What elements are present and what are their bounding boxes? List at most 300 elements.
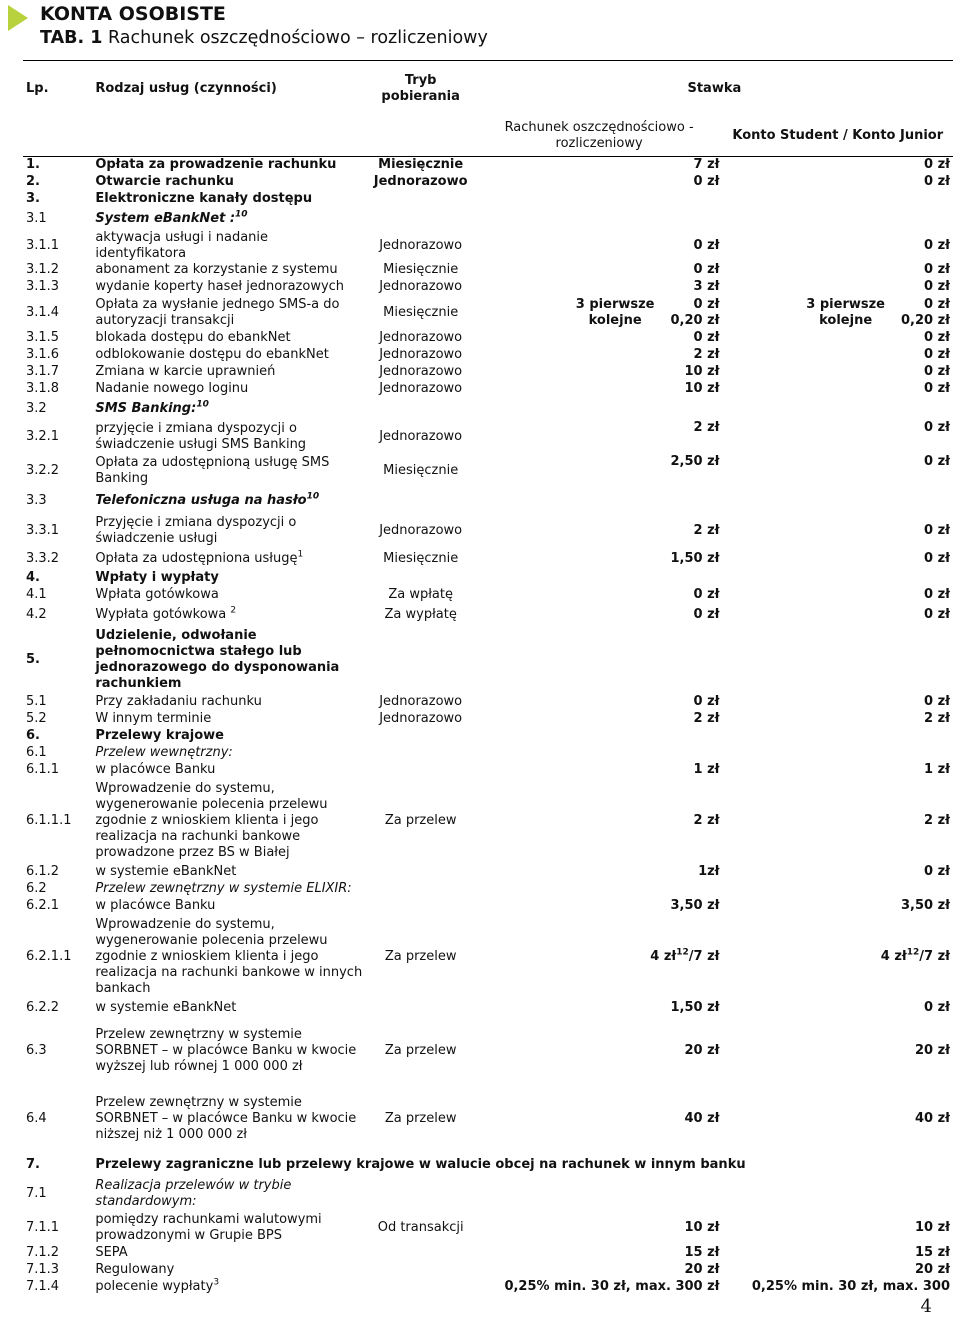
row-s2 <box>723 626 954 694</box>
row-s1-value: 2 zł <box>693 813 720 828</box>
row-s1-split <box>476 296 723 330</box>
row-name-text: w systemie eBankNet <box>95 864 237 879</box>
split-cell <box>726 297 951 329</box>
row-name-text: w placówce Banku <box>95 898 216 913</box>
row-s2-value: 0 zł <box>924 237 950 253</box>
row-name <box>92 381 365 398</box>
table-row <box>23 570 953 587</box>
row-s1-value: 7 zł <box>693 157 720 173</box>
row-s2-split <box>723 296 954 330</box>
row-tryb <box>366 398 476 420</box>
row-s2-value: 0 zł <box>924 347 950 362</box>
row-s2 <box>723 881 954 898</box>
row-name-text: Przelew wewnętrzny: <box>95 745 233 760</box>
row-name-text: Wpłata gotówkowa <box>95 587 219 602</box>
row-lp: 3.3.2 <box>26 550 60 566</box>
row-s2-value: 0 zł <box>924 606 950 622</box>
row-s1 <box>476 1000 723 1017</box>
table-row <box>23 587 953 604</box>
row-tryb <box>366 1279 476 1296</box>
row-s2 <box>723 364 954 381</box>
row-name-text: Realizacja przelewów w trybie standardowym: <box>95 1177 292 1209</box>
row-lp: 2. <box>26 174 40 189</box>
row-s1 <box>476 1017 723 1085</box>
row-tryb: Jednorazowo <box>379 279 463 294</box>
row-tryb <box>366 208 476 230</box>
row-name <box>92 420 365 454</box>
row-tryb <box>366 488 476 514</box>
row-lp: 6.1.1.1 <box>26 813 72 828</box>
row-lp: 4.1 <box>26 587 47 602</box>
table-number: TAB. 1 <box>40 28 103 48</box>
split-value: 0,20 zł <box>670 312 720 328</box>
page-number: 4 <box>920 1296 932 1317</box>
row-tryb: Jednorazowo <box>379 330 463 345</box>
table-row <box>23 191 953 208</box>
row-name-text: Elektroniczne kanały dostępu <box>95 191 313 206</box>
row-s1 <box>476 779 723 864</box>
row-lp: 6.4 <box>26 1110 47 1126</box>
row-s2 <box>723 1085 954 1153</box>
row-name <box>92 347 365 364</box>
row-s2 <box>723 1177 954 1211</box>
row-s1 <box>476 881 723 898</box>
split-value: 0 zł <box>693 296 720 312</box>
table-row <box>23 915 953 1000</box>
row-name <box>92 881 365 898</box>
split-values <box>671 297 720 329</box>
table-row <box>23 1245 953 1262</box>
row-s1 <box>476 262 723 279</box>
row-s1 <box>476 208 723 230</box>
row-name <box>92 694 365 711</box>
split-label: 3 pierwsze <box>806 296 885 312</box>
row-name-text: polecenie wypłaty <box>95 1279 214 1294</box>
split-cell <box>479 297 720 329</box>
row-tryb: Jednorazowo <box>379 364 463 379</box>
row-s2-value: 0 zł <box>924 550 950 566</box>
row-s1-value: 10 zł <box>684 364 720 379</box>
row-s2-value: 20 zł <box>914 1262 950 1277</box>
page-title: KONTA OSOBISTE <box>40 3 226 25</box>
table-subtitle <box>40 28 488 48</box>
row-s2 <box>723 1245 954 1262</box>
row-name <box>92 398 365 420</box>
table-row <box>23 157 953 174</box>
row-s2 <box>723 174 954 191</box>
row-tryb: Miesięcznie <box>383 550 459 566</box>
row-s1-value: 1,50 zł <box>670 550 720 566</box>
row-s1 <box>476 1279 723 1296</box>
row-s2-value: 0 zł <box>924 330 950 345</box>
row-name <box>92 279 365 296</box>
row-name <box>92 548 365 570</box>
table-row <box>23 1085 953 1153</box>
row-s1-value: 0 zł <box>693 694 720 709</box>
row-name <box>92 330 365 347</box>
row-lp: 3.1 <box>26 210 47 226</box>
row-s2-value: 0 zł <box>924 262 950 277</box>
row-name-text: aktywacja usługi i nadanie identyfikatora <box>95 229 269 261</box>
table-row <box>23 1017 953 1085</box>
row-s1 <box>476 745 723 762</box>
row-name <box>92 174 365 191</box>
row-lp: 3.1.6 <box>26 347 60 362</box>
row-name <box>92 711 365 728</box>
row-s2-value: 0 zł <box>924 381 950 396</box>
row-s2 <box>723 454 954 488</box>
row-s1 <box>476 174 723 191</box>
row-s2 <box>723 514 954 548</box>
table-row <box>23 694 953 711</box>
row-tryb <box>366 1245 476 1262</box>
row-lp: 6.1.1 <box>26 762 60 777</box>
row-s2 <box>723 587 954 604</box>
row-lp: 3.1.3 <box>26 279 60 294</box>
row-s1 <box>476 514 723 548</box>
row-name-text: Przelewy zagraniczne lub przelewy krajowe w walucie obcej na rachunek w innym banku <box>95 1156 746 1172</box>
table-row <box>23 262 953 279</box>
row-tryb: Za przelew <box>384 949 457 964</box>
row-s1 <box>476 398 723 420</box>
row-s2-value: 40 zł <box>914 1110 950 1126</box>
footnote-ref: 10 <box>196 399 209 410</box>
row-name-text: Opłata za wysłanie jednego SMS-a do autoryzacji transakcji <box>95 296 340 328</box>
table-row <box>23 548 953 570</box>
row-s2-value: 0 zł <box>924 419 950 435</box>
row-name-text: Opłata za udostępnioną usługę SMS Banking <box>95 454 330 486</box>
table-row <box>23 398 953 420</box>
row-s1-value: 2 zł <box>693 711 720 726</box>
table-row <box>23 364 953 381</box>
table-row <box>23 1262 953 1279</box>
row-name-text: Opłata za udostępniona usługę <box>95 550 298 566</box>
footnote-ref: 1 <box>297 549 304 560</box>
row-name <box>92 898 365 915</box>
row-s1 <box>476 604 723 626</box>
row-tryb: Miesięcznie <box>366 157 476 174</box>
row-name <box>92 364 365 381</box>
footnote-ref: 10 <box>306 491 320 502</box>
table-name: Rachunek oszczędnościowo – rozliczeniowy <box>107 28 488 48</box>
row-name <box>92 745 365 762</box>
row-s2-value: 0 zł <box>924 279 950 294</box>
row-s2 <box>723 1017 954 1085</box>
row-lp: 3.1.1 <box>26 237 60 253</box>
table-row <box>23 864 953 881</box>
row-name <box>92 1017 365 1085</box>
table-row <box>23 347 953 364</box>
row-name <box>92 454 365 488</box>
table-row <box>23 1153 953 1177</box>
row-s1-value: 40 zł <box>684 1110 720 1126</box>
table-row <box>23 1177 953 1211</box>
row-s2 <box>723 762 954 779</box>
row-tryb: Od transakcji <box>377 1219 464 1235</box>
row-s1-value: 15 zł <box>684 1245 720 1260</box>
row-s1 <box>476 1177 723 1211</box>
table-row <box>23 626 953 694</box>
row-name-text: W innym terminie <box>95 711 212 726</box>
row-s2-value: 15 zł <box>914 1245 950 1260</box>
row-name-text: Telefoniczna usługa na hasło <box>95 492 307 508</box>
row-s1-value: 2,50 zł <box>670 453 720 469</box>
row-s2 <box>723 330 954 347</box>
row-s1-value: 20 zł <box>684 1042 720 1058</box>
row-s2 <box>723 262 954 279</box>
col-lp-header: Lp. <box>23 61 92 117</box>
fee-rows <box>23 157 953 1296</box>
row-tryb <box>366 762 476 779</box>
row-tryb: Jednorazowo <box>379 237 463 253</box>
row-s2 <box>723 157 954 174</box>
row-s1-tail: /7 zł <box>688 949 720 964</box>
row-s1-value: 0 zł <box>693 330 720 345</box>
row-s1-value: 0 zł <box>693 237 720 253</box>
table-row <box>23 762 953 779</box>
row-tryb: Jednorazowo <box>379 428 463 444</box>
row-lp: 5.2 <box>26 711 47 726</box>
row-s1-value: 0 zł <box>693 606 720 622</box>
row-s2-value: 2 zł <box>924 813 950 828</box>
row-name-text: Wprowadzenie do systemu, wygenerowanie polecenia przelewu zgodnie z wnioskiem klienta i jego realizacja na rachunki bankowe prowadzone przez BS w Białej <box>95 781 328 860</box>
row-s2 <box>723 864 954 881</box>
row-tryb <box>366 1262 476 1279</box>
row-s2 <box>723 711 954 728</box>
row-tryb <box>366 570 476 587</box>
row-s1 <box>476 1262 723 1279</box>
row-name <box>92 1279 365 1296</box>
row-s1 <box>476 157 723 174</box>
row-s1 <box>476 711 723 728</box>
row-s2-value: 0 zł <box>924 174 950 189</box>
row-tryb <box>366 745 476 762</box>
row-s1-value: 4 zł <box>650 949 677 964</box>
row-s1 <box>476 626 723 694</box>
row-name <box>92 230 365 262</box>
row-name-text: Przelew zewnętrzny w systemie SORBNET – w placówce Banku w kwocie wyższej lub równej 1 000 000 zł <box>95 1026 357 1074</box>
row-s2-value: 0 zł <box>924 453 950 469</box>
row-lp: 3.1.5 <box>26 330 60 345</box>
row-lp: 6. <box>26 728 40 743</box>
row-tryb: Za wpłatę <box>388 587 453 602</box>
row-lp: 6.2.1.1 <box>26 949 72 964</box>
col-tryb-header: Tryb pobierania <box>366 61 476 117</box>
row-s2-value: 2 zł <box>924 711 950 726</box>
row-tryb <box>366 626 476 694</box>
row-lp: 3.1.4 <box>26 304 60 320</box>
row-s1 <box>476 570 723 587</box>
row-s1 <box>476 230 723 262</box>
row-lp: 7.1.1 <box>26 1219 60 1235</box>
row-tryb: Miesięcznie <box>383 304 459 320</box>
subheader-row <box>23 117 953 157</box>
row-name-text: Nadanie nowego loginu <box>95 381 249 396</box>
row-s2-value: 0 zł <box>924 864 950 879</box>
row-name-text: abonament za korzystanie z systemu <box>95 262 338 277</box>
row-name-text: Wypłata gotówkowa <box>95 606 231 622</box>
row-s1-value: 0 zł <box>693 262 720 277</box>
table-row <box>23 381 953 398</box>
col-s2-header: Konto Student / Konto Junior <box>723 117 954 157</box>
row-s2-tail: /7 zł <box>919 949 950 964</box>
row-lp: 6.1 <box>26 745 47 760</box>
row-tryb <box>366 191 476 208</box>
row-s2-value: 1 zł <box>924 762 950 777</box>
row-s1 <box>476 915 723 1000</box>
table-row <box>23 330 953 347</box>
row-s1-value: 20 zł <box>684 1262 720 1277</box>
row-lp: 4. <box>26 570 40 585</box>
row-tryb: Jednorazowo <box>373 174 468 189</box>
footnote-ref: 10 <box>235 209 248 220</box>
row-s2-value: 3,50 zł <box>901 898 950 913</box>
row-lp: 1. <box>23 157 92 174</box>
split-value: 0 zł <box>924 296 950 312</box>
row-name <box>92 1000 365 1017</box>
row-lp: 3.2.1 <box>26 428 60 444</box>
row-s1 <box>476 454 723 488</box>
row-lp: 4.2 <box>26 606 47 622</box>
row-name-text: System eBankNet : <box>95 210 236 226</box>
row-s1 <box>476 1245 723 1262</box>
row-s2-value: 0,25% min. 30 zł, max. 300 <box>751 1279 950 1294</box>
row-name <box>92 157 365 174</box>
row-name-text: SMS Banking: <box>95 400 197 416</box>
row-s2 <box>723 230 954 262</box>
row-lp: 3. <box>26 191 40 206</box>
table-row <box>23 728 953 745</box>
row-tryb <box>366 1177 476 1211</box>
row-s2-value: 0 zł <box>924 364 950 379</box>
row-s2 <box>723 191 954 208</box>
footnote-ref: 12 <box>906 947 920 958</box>
split-label: kolejne <box>588 312 642 328</box>
row-s1 <box>476 728 723 745</box>
row-lp: 3.2.2 <box>26 462 60 478</box>
row-name-text: Przelew zewnętrzny w systemie SORBNET – w placówce Banku w kwocie niższej niż 1 000 000 zł <box>95 1094 357 1142</box>
row-name-text: Regulowany <box>95 1262 175 1277</box>
split-labels <box>576 297 655 329</box>
table-row <box>23 230 953 262</box>
header-row <box>23 61 953 117</box>
row-s1-value: 0,25% min. 30 zł, max. 300 zł <box>504 1279 720 1294</box>
row-tryb: Za przelew <box>384 813 457 828</box>
row-s2-value: 20 zł <box>914 1042 950 1058</box>
row-name-text: blokada dostępu do ebankNet <box>95 330 291 345</box>
row-s1 <box>476 1085 723 1153</box>
row-s2 <box>723 1211 954 1245</box>
row-name-text: pomiędzy rachunkami walutowymi prowadzonymi w Grupie BPS <box>95 1211 322 1243</box>
row-s1 <box>476 548 723 570</box>
table-row <box>23 488 953 514</box>
row-s2 <box>723 1000 954 1017</box>
row-name-text: przyjęcie i zmiana dyspozycji o świadczenie usługi SMS Banking <box>95 420 307 452</box>
row-name <box>92 208 365 230</box>
table-row <box>23 514 953 548</box>
row-name <box>92 762 365 779</box>
table-row <box>23 604 953 626</box>
row-name <box>92 488 365 514</box>
row-s2-value: 4 zł <box>880 949 907 964</box>
row-s2 <box>723 488 954 514</box>
row-lp: 3.3.1 <box>26 522 60 538</box>
row-name <box>92 1262 365 1279</box>
table-row <box>23 711 953 728</box>
row-tryb: Za przelew <box>384 1042 457 1058</box>
row-s2 <box>723 915 954 1000</box>
row-tryb <box>366 1000 476 1017</box>
row-name-text: Przy zakładaniu rachunku <box>95 694 262 709</box>
row-tryb <box>366 864 476 881</box>
row-s1 <box>476 488 723 514</box>
row-name-text: Opłata za prowadzenie rachunku <box>95 157 337 173</box>
row-lp: 7. <box>26 1156 40 1172</box>
row-s2-value: 0 zł <box>924 522 950 538</box>
footnote-ref: 12 <box>676 947 689 958</box>
row-s1-value: 1zł <box>698 864 720 879</box>
row-s2 <box>723 279 954 296</box>
row-tryb: Miesięcznie <box>383 262 459 277</box>
row-name <box>92 626 365 694</box>
row-lp: 6.1.2 <box>26 864 60 879</box>
row-lp: 6.2 <box>26 881 47 896</box>
row-s1 <box>476 420 723 454</box>
row-s2 <box>723 381 954 398</box>
col-name-header: Rodzaj usług (czynności) <box>92 61 365 117</box>
table-row <box>23 1211 953 1245</box>
row-name-text: Zmiana w karcie uprawnień <box>95 364 276 379</box>
row-name-text: odblokowanie dostępu do ebankNet <box>95 347 329 362</box>
row-s1-value: 0 zł <box>693 174 720 189</box>
row-name <box>92 296 365 330</box>
row-s2 <box>723 398 954 420</box>
row-s1 <box>476 864 723 881</box>
row-name <box>92 587 365 604</box>
row-lp: 5. <box>26 651 40 667</box>
row-tryb: Miesięcznie <box>383 462 459 478</box>
row-name <box>92 1245 365 1262</box>
row-lp: 6.2.1 <box>26 898 60 913</box>
row-lp: 3.1.7 <box>26 364 60 379</box>
row-s1-value: 10 zł <box>684 1219 720 1235</box>
row-s2 <box>723 604 954 626</box>
table-row <box>23 898 953 915</box>
row-name-text: Przelew zewnętrzny w systemie ELIXIR: <box>95 881 352 896</box>
header-arrow-icon <box>8 5 28 31</box>
row-name <box>92 514 365 548</box>
table-row <box>23 745 953 762</box>
row-tryb: Jednorazowo <box>379 694 463 709</box>
row-name <box>92 604 365 626</box>
row-s2 <box>723 745 954 762</box>
row-s2 <box>723 420 954 454</box>
row-s2 <box>723 779 954 864</box>
row-s1 <box>476 762 723 779</box>
row-name <box>92 191 365 208</box>
row-name-text: Wpłaty i wypłaty <box>95 570 219 585</box>
row-name <box>92 1177 365 1211</box>
split-label: 3 pierwsze <box>575 296 655 312</box>
row-tryb: Jednorazowo <box>379 711 463 726</box>
table-row <box>23 279 953 296</box>
row-name-text: w placówce Banku <box>95 762 216 777</box>
row-s1-value: 10 zł <box>684 381 720 396</box>
split-value: 0,20 zł <box>901 312 950 328</box>
row-name <box>92 570 365 587</box>
table-row <box>23 779 953 864</box>
row-tryb: Jednorazowo <box>379 522 463 538</box>
